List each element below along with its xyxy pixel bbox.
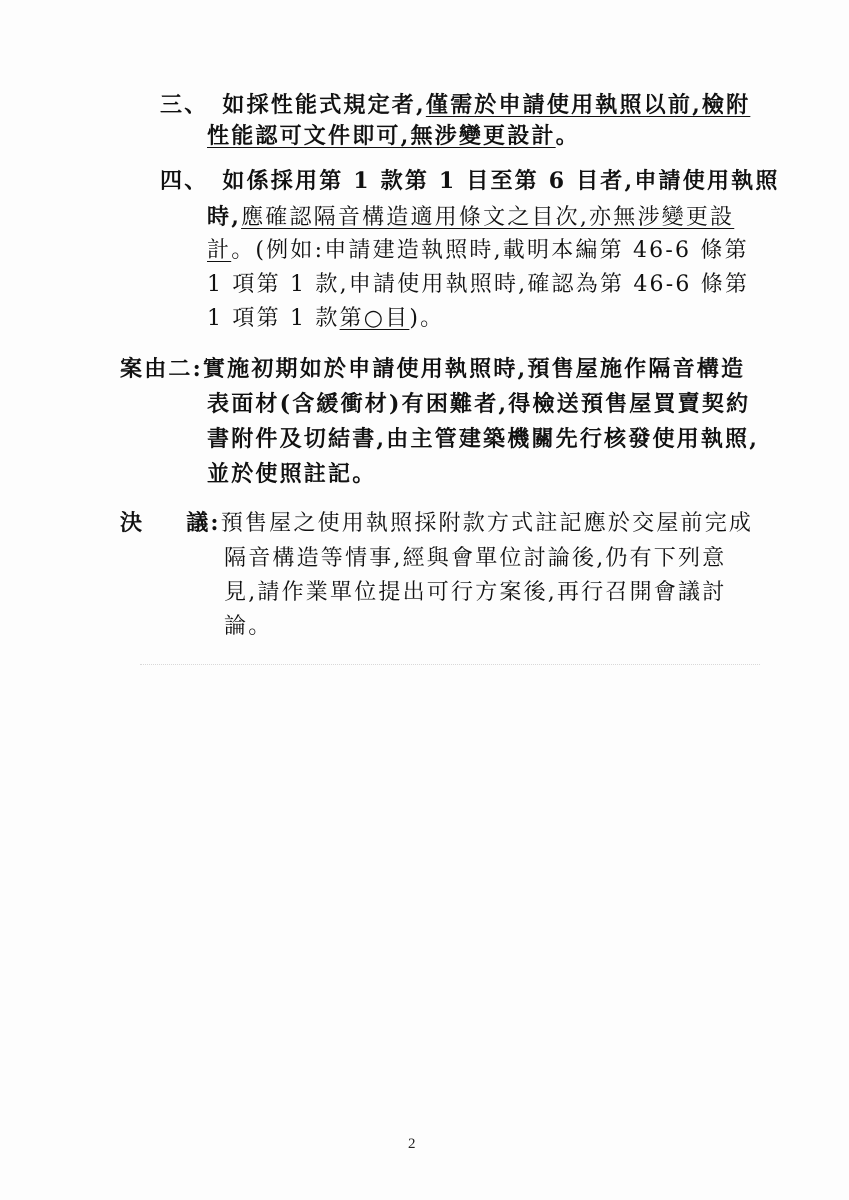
case2-line4-text: 並於使照註記。 [207,461,377,487]
item3-line2-underlined: 性能認可文件即可,無涉變更設計 [207,123,556,149]
page-number: 2 [408,1136,416,1152]
item4-line3-underlined: 計 [207,238,232,263]
item3-line2-suffix: 。 [555,123,580,149]
case2-line2-text: 表面材(含緩衝材)有困難者,得檢送預售屋買賣契約 [207,391,751,417]
item4-line5 [207,304,444,334]
item4-line5-suffix: )。 [409,306,445,331]
item3-line2 [207,121,580,151]
case2-line3-text: 書附件及切結書,由主管建築機關先行核發使用執照, [207,426,760,452]
resolution-line3-text: 見,請作業單位提出可行方案後,再行召開會議討 [224,580,727,605]
item4-line4-text: 1 項第 1 款,申請使用執照時,確認為第 46-6 條第 [207,272,750,297]
case2-line1-text: 實施初期如於申請使用執照時,預售屋施作隔音構造 [202,356,746,382]
case2-line3 [207,424,759,454]
resolution-line2-text: 隔音構造等情事,經與會單位討論後,仍有下列意 [224,546,727,571]
resolution-line4 [224,612,272,642]
resolution-line1 [120,508,753,539]
item4-line1-text: 如係採用第 1 款第 1 目至第 6 目者,申請使用執照 [222,168,780,194]
item4-line2-prefix: 時, [207,204,242,230]
item4-line2-underlined: 應確認隔音構造適用條文之目次,亦無涉變更設 [241,205,735,230]
item4-line3-suffix: 。(例如:申請建造執照時,載明本編第 46-6 條第 [231,238,749,263]
item4-marker: 四、 [160,168,209,194]
resolution-label-part2: 議: [186,510,221,536]
item4-line1 [160,166,780,196]
resolution-line1-text: 預售屋之使用執照採附款方式註記應於交屋前完成 [220,511,754,536]
case2-line2 [207,389,750,419]
case2-line4 [207,459,376,489]
item4-line2 [207,202,734,233]
item3-line1-prefix: 如採性能式規定者, [222,92,426,118]
item3-line1 [160,90,750,120]
item4-line4 [207,270,749,300]
item3-marker: 三、 [160,92,209,118]
item3-line1-underlined: 僅需於申請使用執照以前,檢附 [425,92,751,118]
case2-label: 案由二: [120,356,203,382]
resolution-line3 [224,578,726,608]
case2-line1 [120,354,745,384]
resolution-label-part1: 決 [120,510,145,536]
item4-line3 [207,236,749,266]
resolution-line4-text: 論。 [224,614,273,639]
resolution-line2 [224,544,726,574]
scan-artifact-divider [140,664,760,665]
item4-line5-underlined: 第○目 [339,306,410,331]
item4-line5-prefix: 1 項第 1 款 [207,306,340,331]
